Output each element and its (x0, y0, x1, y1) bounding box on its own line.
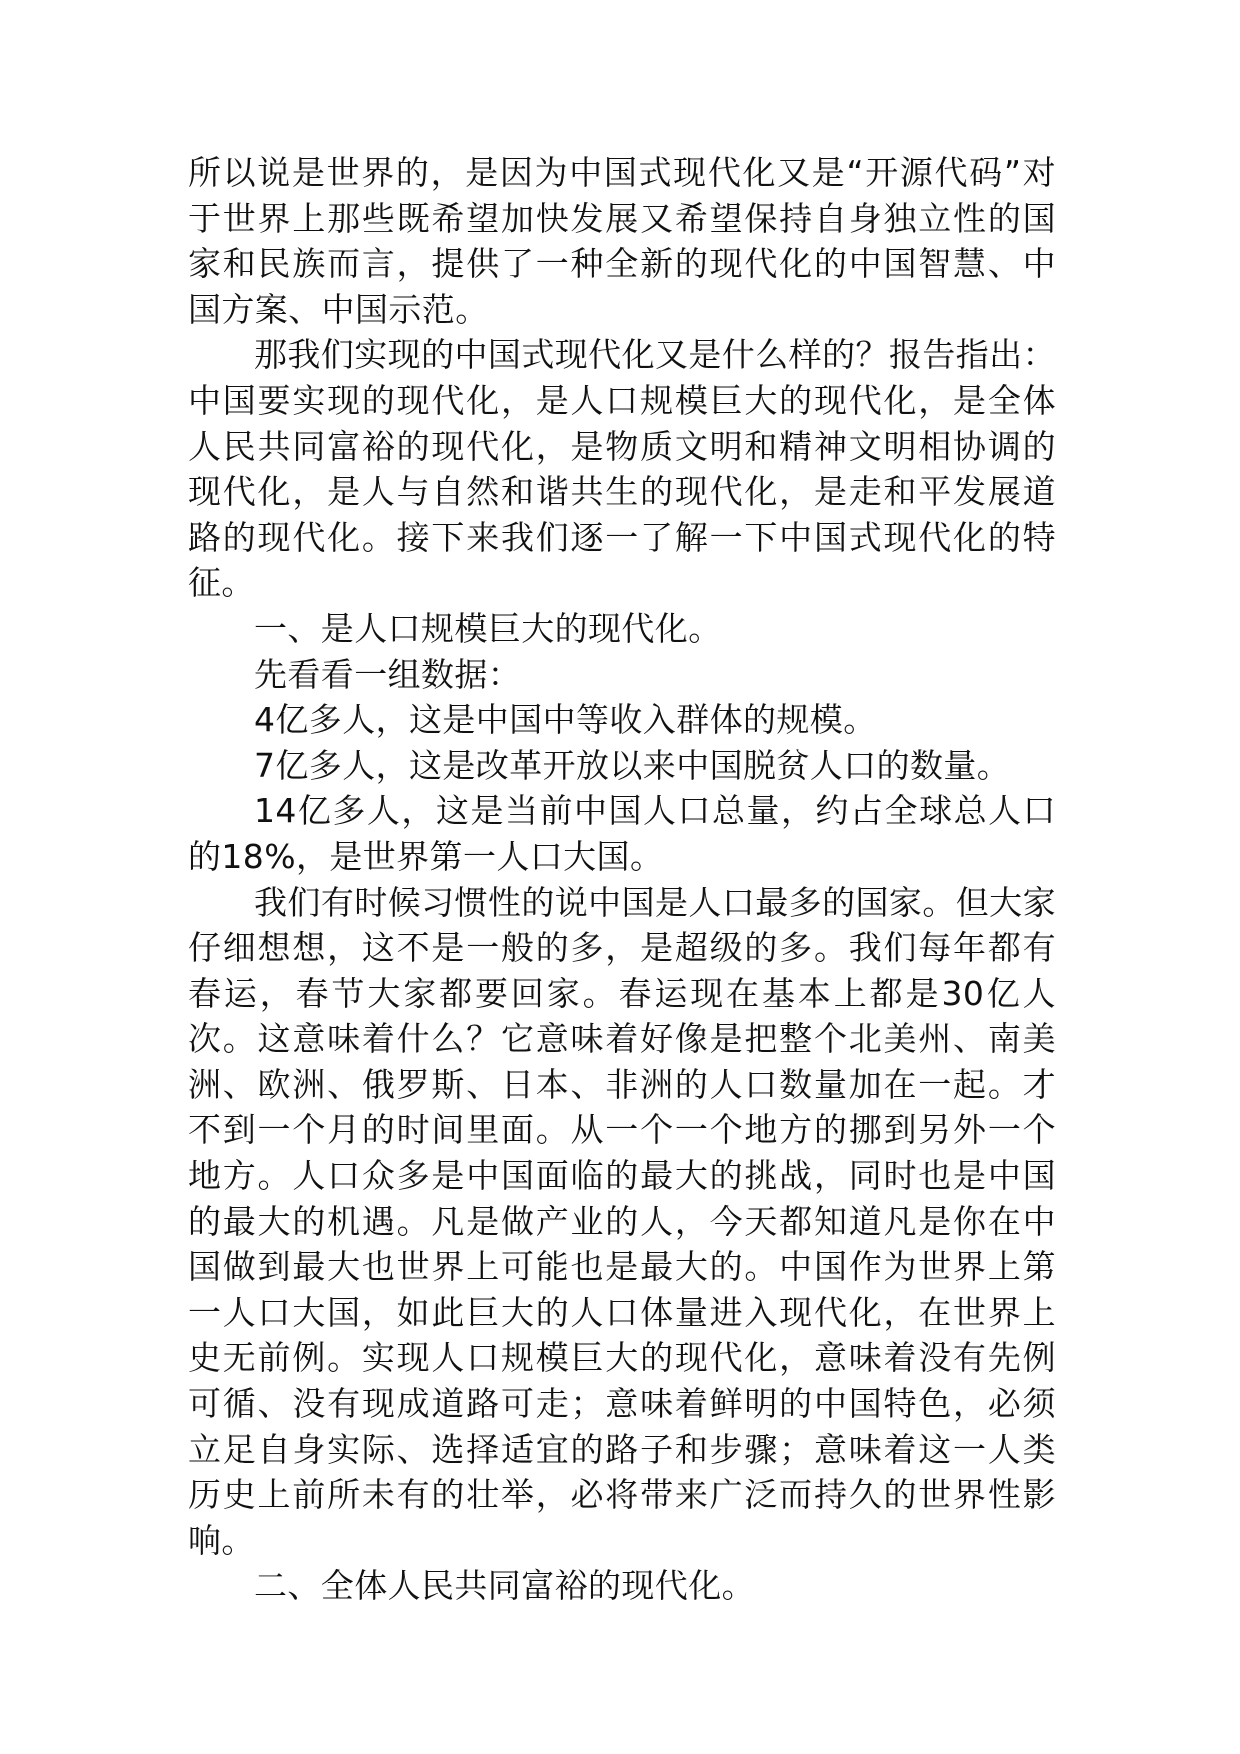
paragraph: 我们有时候习惯性的说中国是人口最多的国家。但大家仔细想想，这不是一般的多，是超级的多。我们每年都有春运，春节大家都要回家。春运现在基本上都是30亿人次。这意味着什么？它意味着好像是把整个北美州、南美洲、欧洲、俄罗斯、日本、非洲的人口数量加在一起。才不到一个月的时间里面。从一个一个地方的挪到另外一个地方。人口众多是中国面临的最大的挑战，同时也是中国的最大的机遇。凡是做产业的人，今天都知道凡是你在中国做到最大也世界上可能也是最大的。中国作为世界上第一人口大国，如此巨大的人口体量进入现代化，在世界上史无前例。实现人口规模巨大的现代化，意味着没有先例可循、没有现成道路可走；意味着鲜明的中国特色，必须立足自身实际、选择适宜的路子和步骤；意味着这一人类历史上前所未有的壮举，必将带来广泛而持久的世界性影响。 (188, 882, 1056, 1560)
document-body (188, 150, 1056, 1609)
section-heading: 一、是人口规模巨大的现代化。 (254, 608, 722, 648)
paragraph: 那我们实现的中国式现代化又是什么样的？报告指出：中国要实现的现代化，是人口规模巨大的现代化，是全体人民共同富裕的现代化，是物质文明和精神文明相协调的现代化，是人与自然和谐共生的现代化，是走和平发展道路的现代化。接下来我们逐一了解一下中国式现代化的特征。 (188, 335, 1056, 603)
paragraph: 所以说是世界的，是因为中国式现代化又是“开源代码”对于世界上那些既希望加快发展又希望保持自身独立性的国家和民族而言，提供了一种全新的现代化的中国智慧、中国方案、中国示范。 (188, 153, 1056, 329)
paragraph: 先看看一组数据： (254, 654, 522, 694)
data-point: 7亿多人，这是改革开放以来中国脱贫人口的数量。 (254, 745, 1011, 785)
section-heading: 二、全体人民共同富裕的现代化。 (254, 1566, 755, 1606)
data-point: 14亿多人，这是当前中国人口总量，约占全球总人口的18%，是世界第一人口大国。 (188, 791, 1056, 876)
data-point: 4亿多人，这是中国中等收入群体的规模。 (254, 700, 877, 740)
